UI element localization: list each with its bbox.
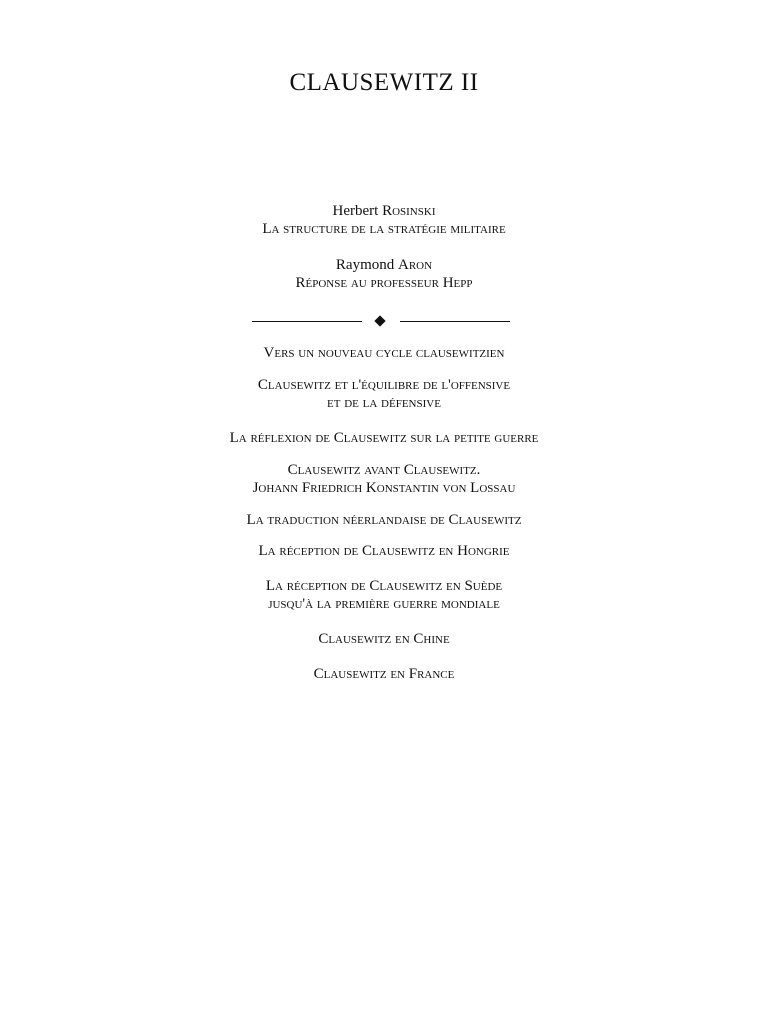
author-work-title: La structure de la stratégie militaire [262, 221, 506, 237]
article-title [0, 665, 768, 683]
article-title [0, 461, 768, 497]
article-title-line: La traduction néerlandaise de Clausewitz [246, 512, 522, 528]
author-name [0, 202, 768, 220]
article-title [0, 344, 768, 362]
author-name [0, 256, 768, 274]
author-entry [0, 256, 768, 292]
article-title [0, 542, 768, 560]
article-title-line: Clausewitz et l'équilibre de l'offensive [257, 377, 511, 393]
article-title-line: La réception de Clausewitz en Suède [265, 578, 503, 594]
author-entry [0, 202, 768, 238]
article-title [0, 376, 768, 412]
author-last-name: Rosinski [382, 203, 436, 219]
diamond-icon [374, 315, 385, 326]
article-title [0, 630, 768, 648]
article-title [0, 577, 768, 613]
article-title-line: Clausewitz en Chine [318, 631, 450, 647]
article-title-line: La réception de Clausewitz en Hongrie [258, 543, 510, 559]
article-title [0, 511, 768, 529]
section-divider [252, 313, 510, 329]
page-title: CLAUSEWITZ II [289, 69, 479, 96]
article-title-line: Clausewitz en France [313, 666, 455, 682]
divider-rule-right [400, 321, 510, 322]
author-first-name: Raymond [335, 257, 395, 273]
article-title-line: Johann Friedrich Konstantin von Lossau [252, 480, 516, 496]
author-work-title: Réponse au professeur Hepp [295, 275, 473, 291]
author-last-name: Aron [398, 257, 433, 273]
author-first-name: Herbert [332, 203, 379, 219]
article-title-line: et de la défensive [327, 395, 441, 411]
article-title-line: jusqu'à la première guerre mondiale [268, 596, 500, 612]
article-title-line: La réflexion de Clausewitz sur la petite guerre [229, 430, 539, 446]
article-title-line: Vers un nouveau cycle clausewitzien [263, 345, 505, 361]
divider-rule-left [252, 321, 362, 322]
article-title [0, 429, 768, 447]
article-title-line: Clausewitz avant Clausewitz. [287, 462, 481, 478]
